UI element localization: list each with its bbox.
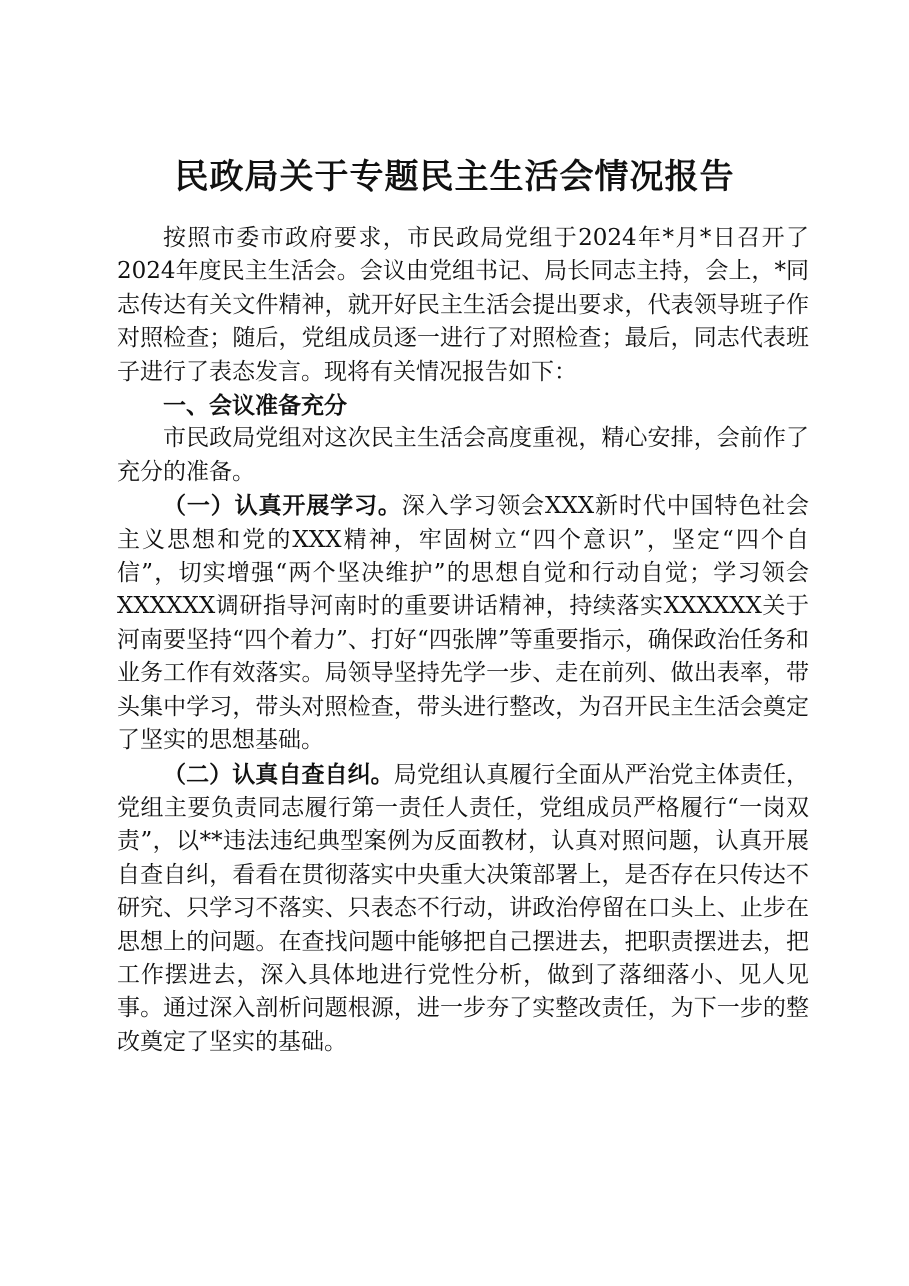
- document-body: [117, 222, 809, 1059]
- item-1-label: （一）认真开展学习。: [163, 492, 402, 520]
- section-heading-1: 一、会议准备充分: [163, 392, 347, 420]
- item-1-paragraph: [117, 489, 809, 757]
- document-title: 民政局关于专题民主生活会情况报告: [174, 157, 735, 197]
- section-1-paragraph: 市民政局党组对这次民主生活会高度重视，精心安排，会前作了充分的准备。: [117, 425, 809, 485]
- item-1-text: 深入学习领会XXX新时代中国特色社会主义思想和党的XXX精神，牢固树立“四个意识”，坚定“四个自信”，切实增强“两个坚决维护”的思想自觉和行动自觉；学习领会XXXXXX调研指导河南时的重要讲话精神，持续落实XXXXXX关于河南要坚持“四个着力”、打好“四张牌”等重要指示，确保政治任务和业务工作有效落实。局领导坚持先学一步、走在前列、做出表率，带头集中学习，带头对照检查，带头进行整改，为召开民主生活会奠定了坚实的思想基础。: [117, 493, 809, 754]
- item-2-paragraph: [117, 758, 809, 1060]
- intro-paragraph: 按照市委市政府要求，市民政局党组于2024年*月*日召开了2024年度民主生活会。会议由党组书记、局长同志主持，会上，*同志传达有关文件精神，就开好民主生活会提出要求，代表领导班子作对照检查；随后，党组成员逐一进行了对照检查；最后，同志代表班子进行了表态发言。现将有关情况报告如下：: [117, 225, 809, 385]
- item-2-text: 局党组认真履行全面从严治党主体责任，党组主要负责同志履行第一责任人责任，党组成员严格履行“一岗双责”，以**违法违纪典型案例为反面教材，认真对照问题，认真开展自查自纠，看看在贯彻落实中央重大决策部署上，是否存在只传达不研究、只学习不落实、只表态不行动，讲政治停留在口头上、止步在思想上的问题。在查找问题中能够把自己摆进去，把职责摆进去，把工作摆进去，深入具体地进行党性分析，做到了落细落小、见人见事。通过深入剖析问题根源，进一步夯了实整改责任，为下一步的整改奠定了坚实的基础。: [117, 761, 810, 1055]
- item-2-label: （二）认真自查自纠。: [163, 760, 394, 788]
